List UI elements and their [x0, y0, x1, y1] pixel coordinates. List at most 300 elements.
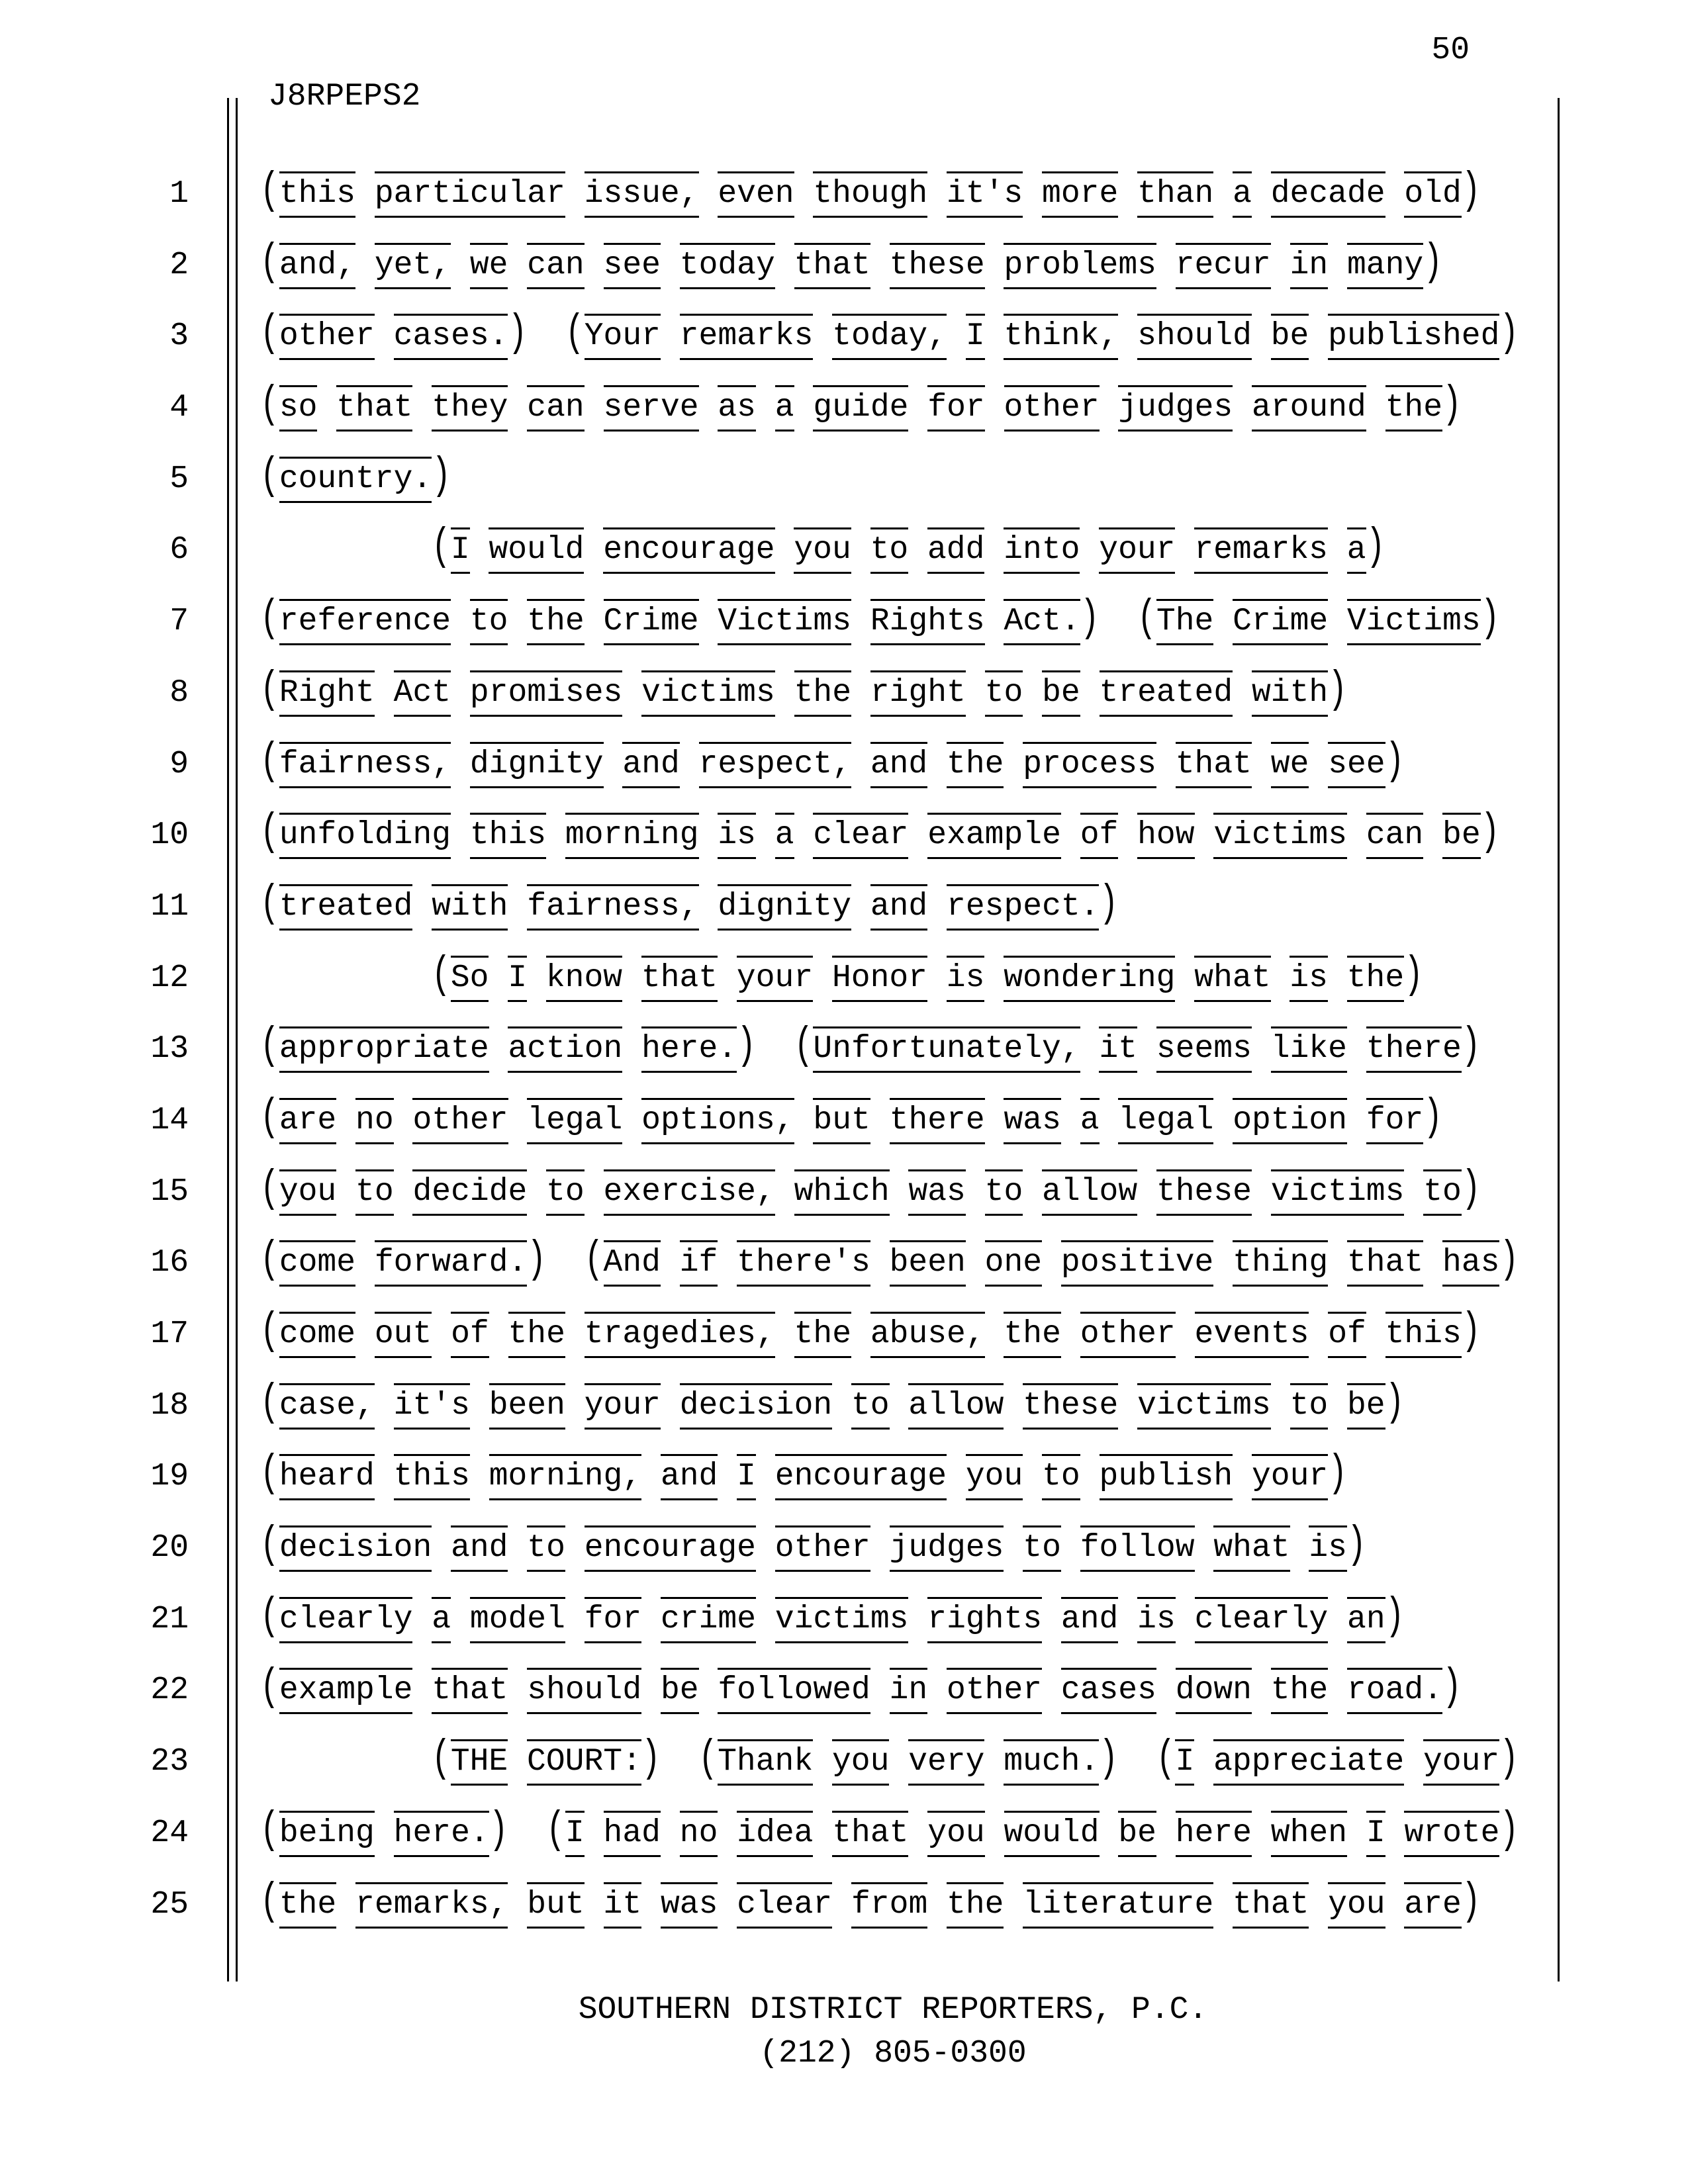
segment-word: positive [1061, 1240, 1213, 1287]
segment-word: see [1328, 742, 1385, 788]
segment-word: be [1442, 813, 1481, 859]
transcript-line-text [260, 1299, 1648, 1371]
segment-word: dignity [718, 884, 851, 931]
segment-word: reference [279, 599, 451, 645]
transcript-line-text [260, 1584, 1648, 1656]
segment-word: can [527, 243, 584, 289]
segment-word: action [508, 1026, 622, 1073]
segment-word: think, [1004, 314, 1118, 360]
line-number: 19 [150, 1459, 189, 1495]
segment-word: it [604, 1882, 642, 1929]
segment-word: judges [890, 1525, 1004, 1572]
line-number: 24 [150, 1815, 189, 1851]
segment-word: Rights [870, 599, 985, 645]
segment-word: to [470, 599, 508, 645]
segment-bracket-open: ( [260, 736, 279, 787]
segment-bracket-close: ) [1099, 1733, 1119, 1785]
line-number: 12 [150, 960, 189, 996]
transcript-line-text [260, 1513, 1648, 1584]
segment-word: I [737, 1454, 756, 1500]
segment-bracket-open: ( [432, 522, 451, 573]
transcript-line-text [260, 1441, 1648, 1513]
segment-bracket-close: ) [1442, 379, 1462, 431]
line-segment [260, 664, 1347, 716]
segment-bracket-close: ) [1099, 878, 1119, 930]
segment-bracket-open: ( [260, 308, 279, 359]
transcript-row [0, 230, 1688, 302]
segment-word: would [489, 527, 584, 574]
transcript-line-text [260, 1228, 1648, 1299]
segment-bracket-open: ( [260, 1021, 279, 1072]
segment-word: fairness, [279, 742, 451, 788]
segment-word: for [927, 385, 984, 432]
transcript-line-text [260, 1870, 1648, 1941]
segment-word: it [1099, 1026, 1137, 1073]
segment-word: victims [1213, 813, 1347, 859]
segment-word: a [432, 1597, 451, 1643]
segment-word: into [1004, 527, 1080, 574]
segment-bracket-open: ( [260, 1520, 279, 1571]
line-segment [260, 1306, 1481, 1357]
segment-bracket-open: ( [432, 950, 451, 1001]
segment-word: road. [1347, 1668, 1442, 1714]
segment-word: very [908, 1739, 984, 1786]
segment-bracket-close: ) [1480, 807, 1500, 858]
segment-word: that [1176, 742, 1252, 788]
segment-bracket-close: ) [737, 1021, 756, 1072]
segment-word: be [661, 1668, 699, 1714]
transcript-line-text [260, 301, 1648, 373]
segment-word: serve [604, 385, 699, 432]
line-number: 20 [150, 1530, 189, 1567]
segment-word: we [470, 243, 508, 289]
segment-bracket-open: ( [260, 1805, 279, 1856]
transcript-header-id: J8RPEPS2 [268, 79, 421, 114]
line-segment [260, 308, 528, 359]
segment-word: to [851, 1383, 890, 1430]
segment-word: of [1080, 813, 1119, 859]
segment-word: issue, [585, 171, 699, 218]
segment-word: but [813, 1098, 870, 1144]
segment-word: so [279, 385, 318, 432]
line-segment [260, 237, 1443, 289]
segment-bracket-close: ) [527, 1234, 547, 1286]
segment-word: see [604, 243, 661, 289]
segment-bracket-close: ) [508, 308, 528, 359]
segment-word: clearly [279, 1597, 413, 1643]
segment-word: guide [813, 385, 908, 432]
segment-word: promises [470, 670, 622, 717]
segment-word: one [985, 1240, 1042, 1287]
transcript-row [0, 1299, 1688, 1371]
segment-word: from [851, 1882, 927, 1929]
segment-word: should [1137, 314, 1252, 360]
transcript-row [0, 658, 1688, 729]
segment-word: So [451, 956, 489, 1002]
segment-word: publish [1100, 1454, 1233, 1500]
line-number: 1 [169, 176, 189, 212]
transcript-row [0, 373, 1688, 444]
segment-word: are [279, 1098, 336, 1144]
line-segment [794, 1021, 1481, 1072]
transcript-line-text [260, 444, 1648, 516]
segment-word: been [489, 1383, 565, 1430]
segment-word: idea [737, 1811, 813, 1857]
segment-word: judges [1118, 385, 1233, 432]
transcript-row [0, 515, 1688, 586]
segment-word: add [927, 527, 984, 574]
line-segment [432, 950, 1423, 1001]
segment-word: much. [1004, 1739, 1099, 1786]
segment-word: to [527, 1525, 565, 1572]
segment-bracket-open: ( [260, 237, 279, 289]
segment-word: would [1004, 1811, 1100, 1857]
segment-bracket-open: ( [260, 1876, 279, 1927]
segment-word: decision [279, 1525, 432, 1572]
segment-word: Unfortunately, [813, 1026, 1080, 1073]
line-number: 11 [150, 888, 189, 925]
segment-word: you [279, 1169, 336, 1216]
segment-word: victims [1137, 1383, 1271, 1430]
segment-word: I [966, 314, 985, 360]
segment-word: I [508, 956, 527, 1002]
segment-word: wrote [1404, 1811, 1499, 1857]
segment-word: Act. [1004, 599, 1080, 645]
segment-word: the [947, 742, 1004, 788]
segment-word: dignity [470, 742, 604, 788]
line-number: 6 [169, 532, 189, 569]
segment-word: in [890, 1668, 928, 1714]
segment-word: tragedies, [585, 1312, 775, 1358]
line-number: 10 [150, 817, 189, 854]
line-segment [584, 1234, 1519, 1286]
transcript-row [0, 1157, 1688, 1228]
line-segment [260, 451, 451, 502]
segment-bracket-close: ) [1461, 165, 1481, 217]
segment-word: events [1195, 1312, 1309, 1358]
segment-word: are [1404, 1882, 1461, 1929]
segment-bracket-open: ( [260, 451, 279, 502]
segment-word: to [985, 670, 1023, 717]
segment-word: remarks [680, 314, 814, 360]
segment-word: wondering [1004, 956, 1175, 1002]
transcript-row [0, 943, 1688, 1015]
segment-bracket-close: ) [1499, 1234, 1519, 1286]
line-segment [260, 1449, 1347, 1500]
segment-word: with [432, 884, 508, 931]
segment-word: exercise, [604, 1169, 775, 1216]
segment-word: heard [279, 1454, 375, 1500]
segment-word: there [1366, 1026, 1462, 1073]
line-number: 3 [169, 318, 189, 355]
segment-word: literature [1023, 1882, 1213, 1929]
transcript-row [0, 1870, 1688, 1941]
segment-word: country. [279, 457, 432, 503]
line-segment [260, 1876, 1481, 1927]
segment-bracket-open: ( [260, 1163, 279, 1214]
segment-word: there [890, 1098, 985, 1144]
segment-bracket-close: ) [1499, 1733, 1519, 1785]
segment-bracket-close: ) [1499, 308, 1519, 359]
segment-word: with [1252, 670, 1328, 717]
segment-word: which [794, 1169, 890, 1216]
segment-word: here [1176, 1811, 1252, 1857]
segment-word: you [794, 527, 851, 574]
segment-word: today [680, 243, 775, 289]
segment-word: cases [1061, 1668, 1156, 1714]
transcript-row [0, 729, 1688, 801]
segment-word: a [775, 385, 794, 432]
segment-word: come [279, 1312, 355, 1358]
transcript-line-text [260, 1798, 1648, 1870]
segment-bracket-open: ( [260, 1306, 279, 1357]
segment-bracket-close: ) [1442, 1662, 1462, 1713]
segment-word: respect. [947, 884, 1099, 931]
segment-word: has [1442, 1240, 1499, 1287]
line-number: 15 [150, 1173, 189, 1210]
segment-word: clearly [1195, 1597, 1329, 1643]
transcript-line-text [260, 872, 1648, 943]
segment-word: other [279, 314, 375, 360]
segment-word: you [927, 1811, 984, 1857]
line-segment [432, 522, 1385, 573]
segment-word: legal [527, 1098, 622, 1144]
segment-word: example [279, 1668, 413, 1714]
segment-word: particular [375, 171, 565, 218]
segment-word: your [1423, 1739, 1499, 1786]
segment-word: other [947, 1668, 1042, 1714]
segment-word: the [947, 1882, 1004, 1929]
segment-bracket-close: ) [1385, 1377, 1405, 1429]
segment-word: yet, [375, 243, 451, 289]
segment-bracket-close: ) [1404, 950, 1423, 1001]
segment-word: though [813, 171, 927, 218]
segment-word: the [794, 670, 851, 717]
segment-word: that [1347, 1240, 1423, 1287]
segment-bracket-open: ( [260, 1591, 279, 1643]
segment-word: around [1252, 385, 1366, 432]
line-segment [260, 379, 1462, 431]
segment-word: morning [565, 813, 699, 859]
segment-word: the [508, 1312, 565, 1358]
segment-word: remarks, [355, 1882, 508, 1929]
segment-bracket-open: ( [1156, 1733, 1176, 1785]
segment-word: a [1347, 527, 1366, 574]
segment-word: Act [394, 670, 451, 717]
segment-bracket-open: ( [794, 1021, 814, 1072]
segment-word: morning, [489, 1454, 641, 1500]
segment-word: had [604, 1811, 661, 1857]
segment-word: can [1366, 813, 1423, 859]
segment-word: that [1233, 1882, 1309, 1929]
segment-word: THE [451, 1739, 508, 1786]
segment-word: they [432, 385, 508, 432]
segment-word: encourage [585, 1525, 756, 1572]
line-number: 7 [169, 604, 189, 640]
segment-word: to [1023, 1525, 1061, 1572]
segment-word: and [1061, 1597, 1118, 1643]
segment-word: be [1347, 1383, 1385, 1430]
transcript-row [0, 872, 1688, 943]
segment-word: fairness, [527, 884, 698, 931]
segment-bracket-close: ) [432, 451, 451, 502]
line-segment [546, 1805, 1519, 1856]
segment-bracket-open: ( [260, 1662, 279, 1713]
segment-word: decision [680, 1383, 832, 1430]
transcript-row [0, 1441, 1688, 1513]
segment-word: this [279, 171, 355, 218]
segment-bracket-close: ) [1480, 593, 1500, 645]
line-segment [432, 1733, 661, 1785]
segment-bracket-open: ( [260, 1234, 279, 1286]
page-footer [228, 1988, 1558, 2075]
segment-word: here. [641, 1026, 737, 1073]
segment-word: be [1042, 670, 1080, 717]
segment-word: allow [908, 1383, 1004, 1430]
segment-word: be [1271, 314, 1309, 360]
segment-word: thing [1233, 1240, 1328, 1287]
segment-word: process [1023, 742, 1156, 788]
segment-word: COURT: [527, 1739, 641, 1786]
segment-word: we [1271, 742, 1309, 788]
segment-word: is [1289, 956, 1328, 1002]
transcript-line-text [260, 1655, 1648, 1727]
transcript-row [0, 586, 1688, 658]
segment-word: you [966, 1454, 1023, 1500]
transcript-line-text [260, 658, 1648, 729]
segment-word: that [832, 1811, 908, 1857]
segment-word: the [279, 1882, 336, 1929]
segment-word: the [1271, 1668, 1328, 1714]
segment-word: your [1252, 1454, 1328, 1500]
transcript-line-text [260, 800, 1648, 872]
transcript-row [0, 1228, 1688, 1299]
segment-word: you [832, 1739, 889, 1786]
segment-word: clear [813, 813, 908, 859]
segment-bracket-open: ( [260, 1377, 279, 1429]
transcript-row [0, 1085, 1688, 1157]
segment-word: is [947, 956, 985, 1002]
line-segment [260, 1092, 1443, 1144]
segment-word: come [279, 1240, 355, 1287]
segment-word: clear [737, 1882, 832, 1929]
line-number: 14 [150, 1102, 189, 1138]
segment-word: Crime [1233, 599, 1328, 645]
transcript-line-text [260, 943, 1648, 1015]
line-segment [260, 1805, 508, 1856]
segment-bracket-close: ) [1328, 1449, 1347, 1500]
segment-word: a [775, 813, 794, 859]
segment-word: and, [279, 243, 355, 289]
segment-bracket-open: ( [584, 1234, 604, 1286]
segment-word: it's [394, 1383, 470, 1430]
transcript-row [0, 301, 1688, 373]
segment-word: encourage [603, 527, 774, 574]
segment-word: remarks [1194, 527, 1328, 574]
segment-word: Thank [718, 1739, 813, 1786]
transcript-row [0, 1727, 1688, 1798]
line-segment [260, 1234, 547, 1286]
segment-bracket-open: ( [260, 664, 279, 716]
segment-word: followed [718, 1668, 870, 1714]
segment-word: I [1175, 1739, 1194, 1786]
line-segment [1156, 1733, 1519, 1785]
transcript-line-text [260, 729, 1648, 801]
segment-word: unfolding [279, 813, 451, 859]
segment-bracket-open: ( [432, 1733, 451, 1785]
segment-word: old [1404, 171, 1461, 218]
line-segment [260, 1377, 1405, 1429]
line-segment [260, 1163, 1481, 1214]
segment-bracket-close: ) [1423, 237, 1443, 289]
segment-bracket-close: ) [1461, 1021, 1481, 1072]
transcript-row [0, 1513, 1688, 1584]
line-segment [260, 1021, 756, 1072]
segment-word: I [565, 1811, 585, 1857]
segment-word: problems [1004, 243, 1156, 289]
segment-word: the [1347, 956, 1404, 1002]
segment-word: the [1385, 385, 1442, 432]
segment-word: being [279, 1811, 375, 1857]
segment-word: and [622, 742, 679, 788]
segment-word: forward. [375, 1240, 527, 1287]
line-number: 22 [150, 1672, 189, 1709]
segment-word: a [1080, 1098, 1100, 1144]
segment-word: to [870, 527, 909, 574]
transcript-row [0, 1584, 1688, 1656]
segment-word: than [1137, 171, 1213, 218]
segment-bracket-open: ( [565, 308, 585, 359]
segment-word: treated [279, 884, 413, 931]
segment-bracket-open: ( [698, 1733, 718, 1785]
line-number: 9 [169, 746, 189, 782]
segment-word: can [527, 385, 584, 432]
segment-word: was [661, 1882, 718, 1929]
transcript-row [0, 1798, 1688, 1870]
segment-word: even [718, 171, 794, 218]
segment-word: case, [279, 1383, 375, 1430]
transcript-line-text [260, 586, 1648, 658]
line-number: 13 [150, 1031, 189, 1068]
segment-word: what [1213, 1525, 1289, 1572]
segment-word: of [451, 1312, 489, 1358]
segment-bracket-close: ) [1328, 664, 1347, 716]
transcript-row [0, 1655, 1688, 1727]
line-number: 17 [150, 1316, 189, 1352]
segment-word: a [1233, 171, 1252, 218]
transcript-row [0, 444, 1688, 516]
segment-word: other [1080, 1312, 1176, 1358]
segment-bracket-close: ) [1346, 1520, 1366, 1571]
line-segment [260, 807, 1500, 858]
page-number: 50 [1431, 32, 1470, 68]
segment-word: seems [1156, 1026, 1252, 1073]
segment-bracket-open: ( [1137, 593, 1156, 645]
segment-word: out [375, 1312, 432, 1358]
segment-word: no [680, 1811, 718, 1857]
line-number: 16 [150, 1245, 189, 1281]
segment-bracket-close: ) [1499, 1805, 1519, 1856]
segment-word: is [718, 813, 756, 859]
segment-bracket-close: ) [1385, 736, 1405, 787]
segment-word: but [527, 1882, 584, 1929]
segment-word: know [546, 956, 622, 1002]
segment-word: other [412, 1098, 508, 1144]
segment-word: here. [394, 1811, 489, 1857]
line-segment [260, 878, 1119, 930]
line-number: 21 [150, 1601, 189, 1637]
segment-word: your [1099, 527, 1175, 574]
